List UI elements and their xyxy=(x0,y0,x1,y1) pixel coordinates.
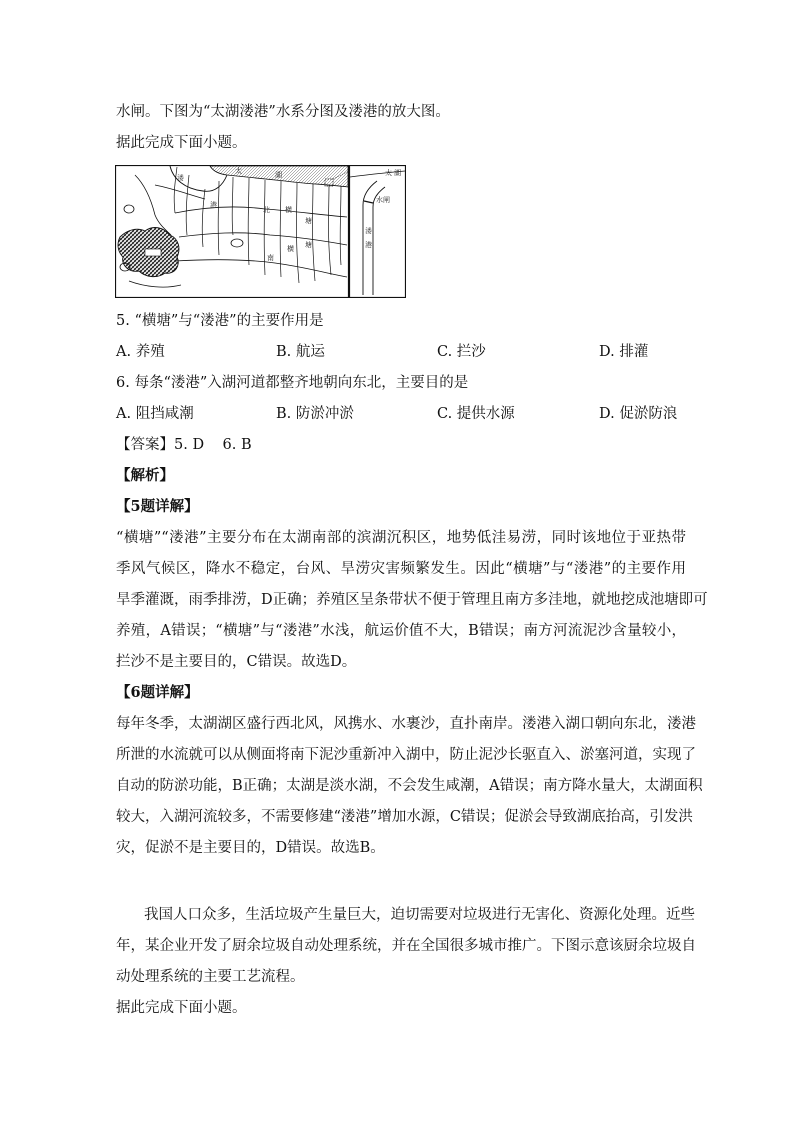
q5-detail-line: 养殖，A错误；“横塘”与“溇港”水浅，航运价值不大，B错误；南方河流泥沙含量较小， xyxy=(116,623,686,639)
q5-option-b: B. 航运 xyxy=(276,344,325,360)
q5-detail-line: “横塘”“溇港”主要分布在太湖南部的滨湖沉积区，地势低洼易涝，同时该地位于亚热带 xyxy=(116,530,686,546)
label-tang-1: 塘 xyxy=(305,217,312,225)
intro-line-2: 据此完成下面小题。 xyxy=(116,135,247,151)
inset-label-lou: 溇 xyxy=(365,227,372,235)
inset-label-gang: 港 xyxy=(365,241,372,249)
q5-detail-line: 拦沙不是主要目的，C错误。故选D。 xyxy=(116,654,357,670)
q5-option-a: A. 养殖 xyxy=(116,344,165,360)
label-bei: 北 xyxy=(263,206,270,214)
q6-option-b: B. 防淤冲淤 xyxy=(276,406,354,422)
next-intro-line: 据此完成下面小题。 xyxy=(116,1000,247,1016)
q6-option-d: D. 促淤防浪 xyxy=(599,406,678,422)
next-intro-line: 我国人口众多，生活垃圾产生量巨大，迫切需要对垃圾进行无害化、资源化处理。近些 xyxy=(144,907,695,923)
inset-label-hu: 湖 xyxy=(394,169,401,177)
inset-label-tai: 太 xyxy=(385,169,392,177)
label-tang-2: 塘 xyxy=(305,241,312,249)
analysis-label: 【解析】 xyxy=(116,467,174,484)
label-lou: 溇 xyxy=(177,174,184,182)
inset-map-frame xyxy=(350,166,406,298)
q6-detail-line: 每年冬季，太湖湖区盛行西北风，风携水、水裹沙，直扑南岸。溇港入湖口朝向东北，溇港 xyxy=(116,716,696,732)
label-heng-2: 横 xyxy=(287,245,294,253)
q6-detail-line: 灾，促淤不是主要目的，D错误。故选B。 xyxy=(116,840,385,856)
answer-line: 【答案】5. D 6. B xyxy=(116,437,252,453)
intro-line-1: 水闸。下图为“太湖溇港”水系分图及溇港的放大图。 xyxy=(116,104,450,120)
label-heng-1: 横 xyxy=(285,206,292,214)
q6-stem: 6. 每条“溇港”入湖河道都整齐地朝向东北，主要目的是 xyxy=(116,375,469,391)
label-gang: 港 xyxy=(210,201,217,209)
q6-option-c: C. 提供水源 xyxy=(437,406,515,422)
q6-option-a: A. 阻挡咸潮 xyxy=(116,406,194,422)
q6-detail-line: 所泄的水流就可以从侧面将南下泥沙重新冲入湖中，防止泥沙长驱直入、淤塞河道，实现了 xyxy=(116,747,696,763)
q5-option-c: C. 拦沙 xyxy=(437,344,486,360)
q5-detail-line: 旱季灌溉，雨季排涝，D正确；养殖区呈条带状不便于管理且南方多洼地，就地挖成池塘即可 xyxy=(116,592,708,608)
next-intro-line: 动处理系统的主要工艺流程。 xyxy=(116,969,305,985)
label-taihu-2: 湖 xyxy=(275,171,282,179)
q5-detail-line: 季风气候区，降水不稳定，台风、旱涝灾害频繁发生。因此“横塘”与“溇港”的主要作用 xyxy=(116,561,686,577)
q6-detail-line: 自动的防淤功能，B正确；太湖是淡水湖，不会发生咸潮，A错误；南方降水量大，太湖面积 xyxy=(116,778,703,794)
q6-detail-line: 较大，入湖河流较多，不需要修建“溇港”增加水源，C错误；促淤会导致湖底抬高，引发洪 xyxy=(116,809,693,825)
q6-detail-heading: 【6题详解】 xyxy=(116,684,199,701)
label-nan: 南 xyxy=(267,254,274,262)
label-taihu-1: 太 xyxy=(235,167,242,175)
q5-detail-heading: 【5题详解】 xyxy=(116,498,199,515)
taihu-lougang-figure xyxy=(115,165,406,298)
q5-option-d: D. 排灌 xyxy=(599,344,649,360)
q5-stem: 5. “横塘”与“溇港”的主要作用是 xyxy=(116,313,324,329)
next-intro-line: 年，某企业开发了厨余垃圾自动处理系统，并在全国很多城市推广。下图示意该厨余垃圾自 xyxy=(116,938,696,954)
lougang-map xyxy=(115,165,406,298)
inset-label-sluice: 水闸 xyxy=(376,196,390,204)
